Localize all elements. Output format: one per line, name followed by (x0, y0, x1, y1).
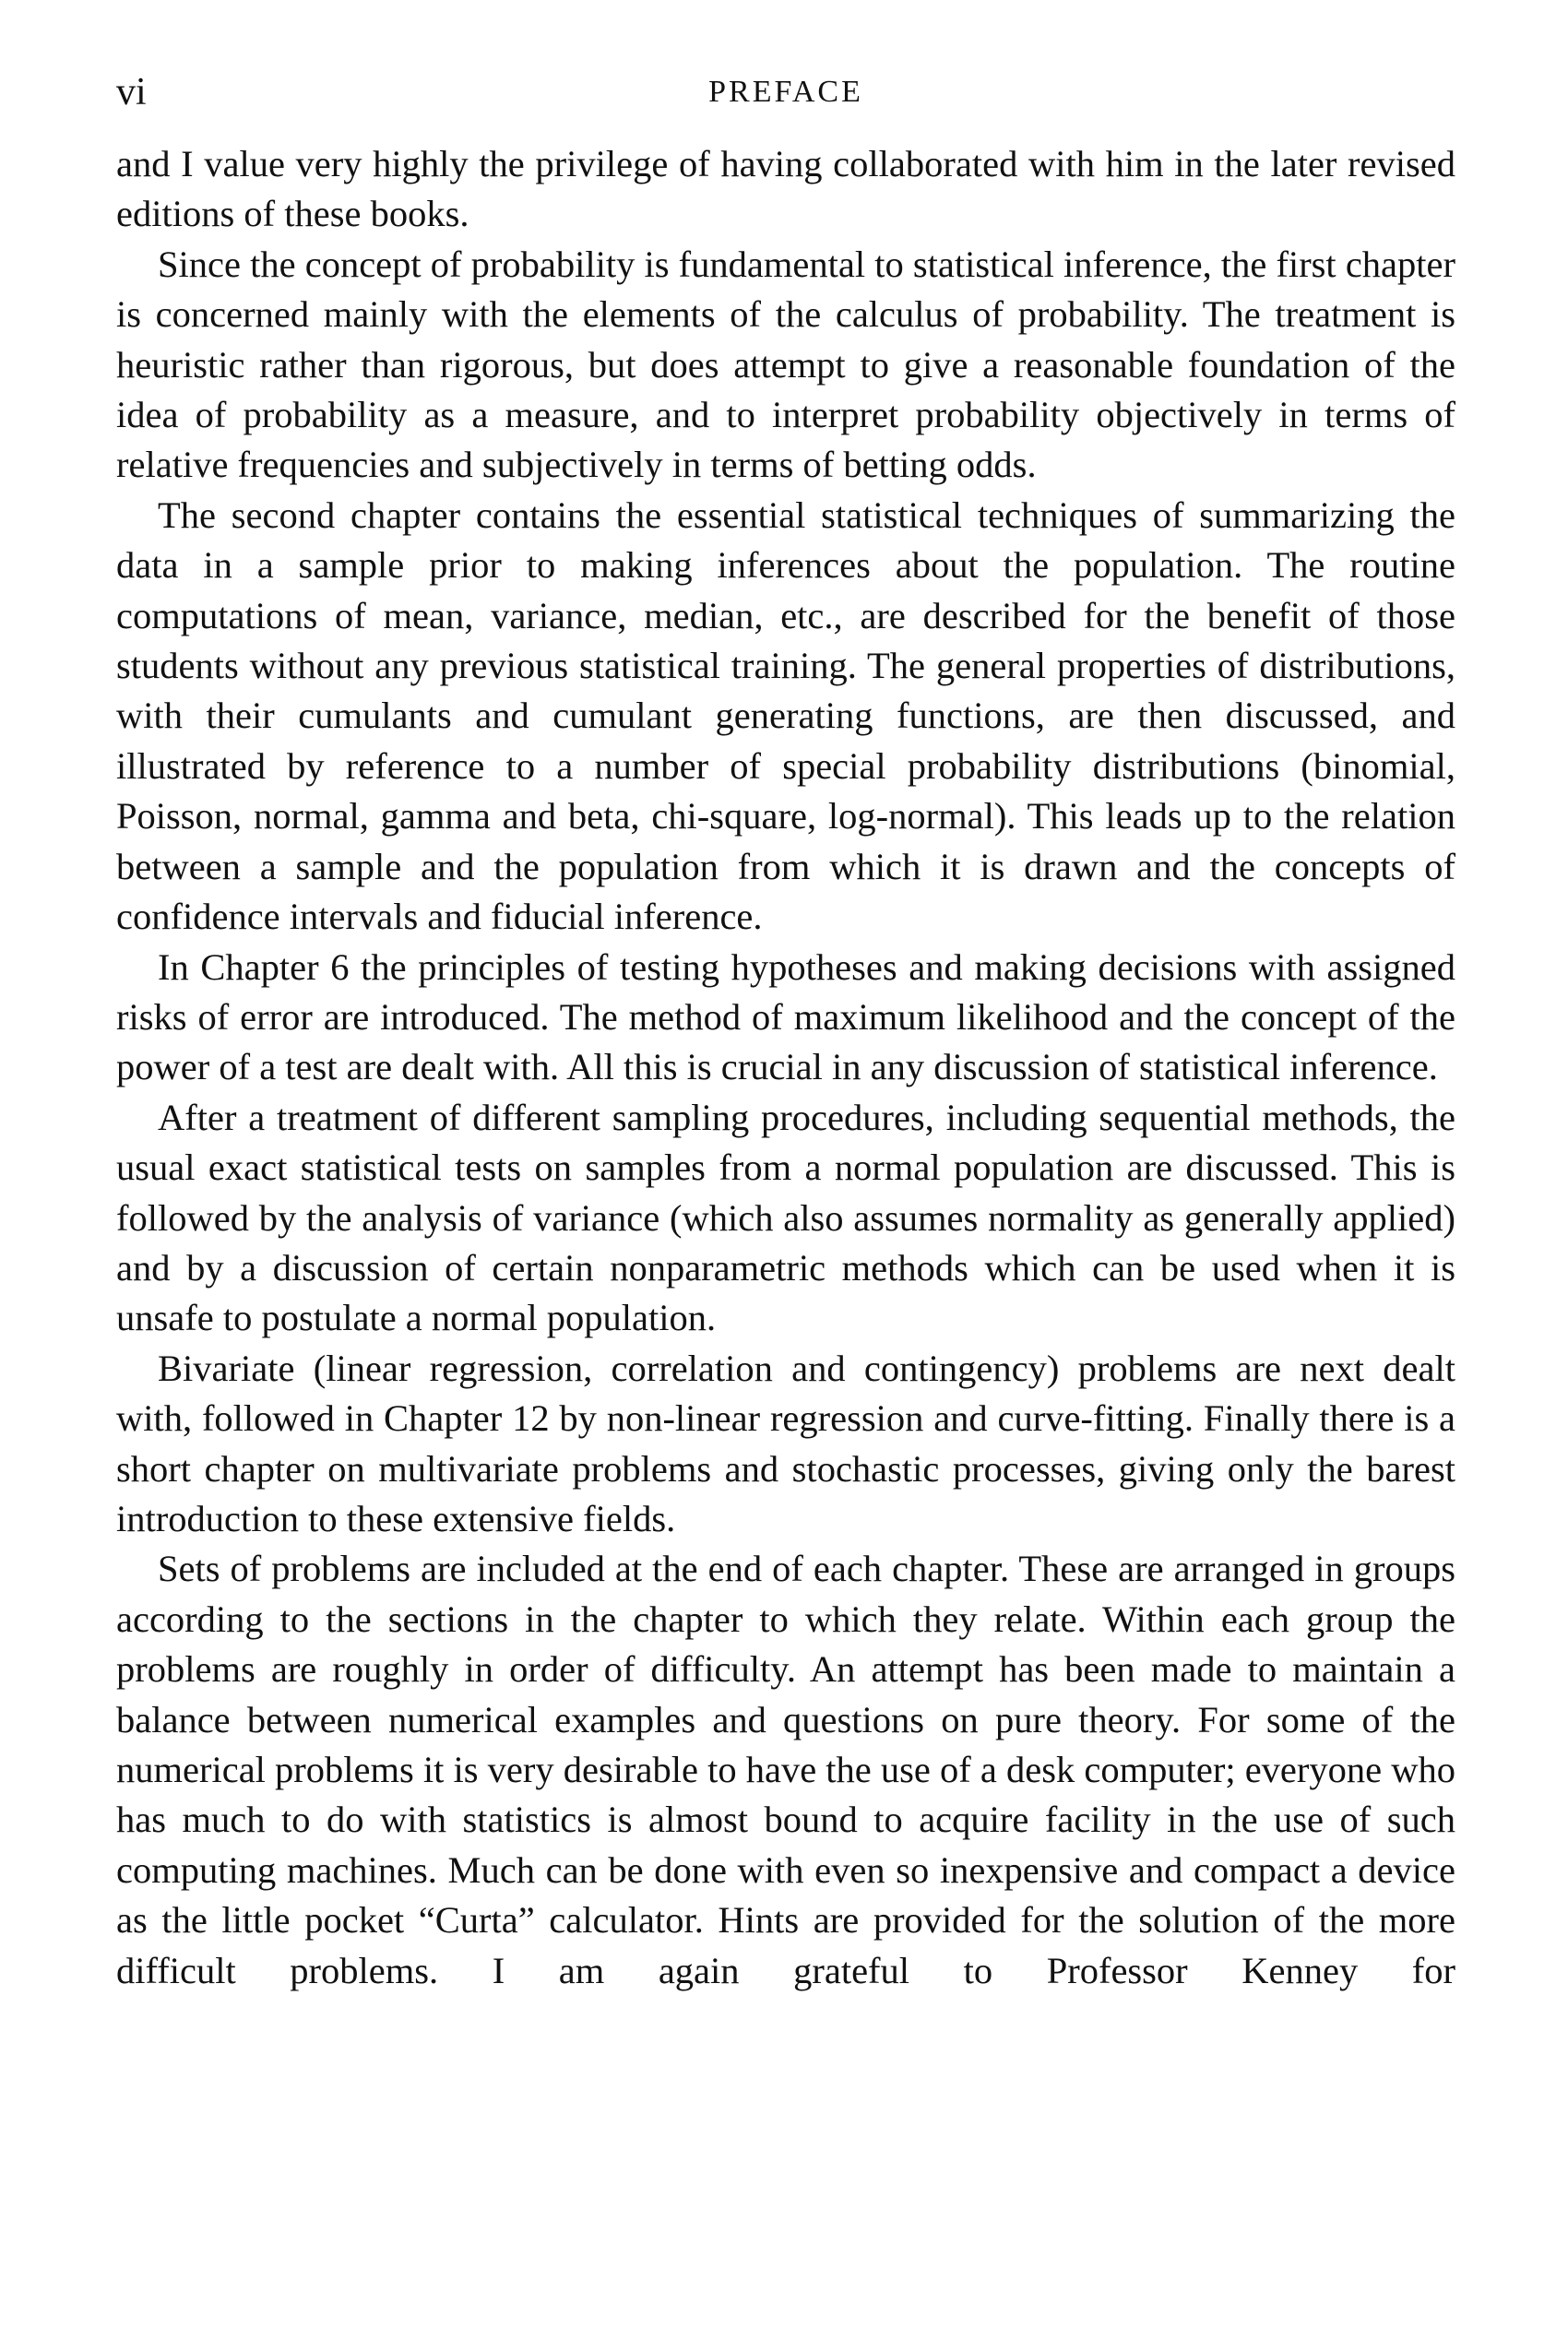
paragraph-sampling: After a treatment of different sampling procedures, including sequential methods, the usual exact statistical tests on samples from a normal population are discussed. This is followed by the analysis of variance (which also assumes normality as generally applied) and by a discussion of certain nonparametric methods which can be used when it is unsafe to postulate a normal population. (116, 1096, 1455, 1339)
paragraph-problems: Sets of problems are included at the end of each chapter. These are arranged in groups according to the sections in the chapter to which they relate. Within each group the problems are roughly in order of difficulty. An attempt has been made to maintain a balance between numerical examples and questions on pure theory. For some of the numerical problems it is very desirable to have the use of a desk computer; everyone who has much to do with statistics is almost bound to acquire facility in the use of such computing machines. Much can be done with even so inexpensive and compact a device as the little pocket “Curta” calculator. Hints are provided for the solution of the more difficult problems. I am again grateful to Professor Kenney for (116, 1548, 1455, 1991)
paragraph-second-chapter: The second chapter contains the essential statistical techniques of summarizing the data in a sample prior to making inferences about the population. The routine computations of mean, variance, median, etc., are described for the benefit of those students without any previous statistical training. The general properties of distributions, with their cumulants and cumulant generating functions, are then discussed, and illustrated by reference to a number of special probability distributions (binomial, Poisson, normal, gamma and beta, chi-square, log-normal). This leads up to the relation between a sample and the population from which it is drawn and the concepts of confidence intervals and fiducial inference. (116, 493, 1455, 938)
paragraph-probability: Since the concept of probability is fundamental to statistical inference, the first chapter is concerned mainly with the elements of the calculus of probability. The treatment is heuristic rather than rigorous, but does attempt to give a reasonable foundation of the idea of probability as a measure, and to interpret probability objectively in terms of relative frequencies and subjectively in terms of betting odds. (116, 243, 1455, 486)
paragraph-chapter-6: In Chapter 6 the principles of testing hypotheses and making decisions with assigned risks of error are introduced. The method of maximum likelihood and the concept of the power of a test are dealt with. All this is crucial in any discussion of statistical inference. (116, 945, 1455, 1088)
preface-body (116, 139, 1455, 1996)
running-title: PREFACE (708, 75, 863, 109)
running-head (116, 65, 1455, 120)
paragraph-continuation: and I value very highly the privilege of having collaborated with him in the later revised editions of these books. (116, 143, 1455, 235)
page-number: vi (116, 71, 147, 113)
paragraph-bivariate: Bivariate (linear regression, correlation and contingency) problems are next dealt with, followed in Chapter 12 by non-linear regression and curve-fitting. Finally there is a short chapter on multivariate problems and stochastic processes, giving only the barest introduction to these extensive fields. (116, 1347, 1455, 1539)
